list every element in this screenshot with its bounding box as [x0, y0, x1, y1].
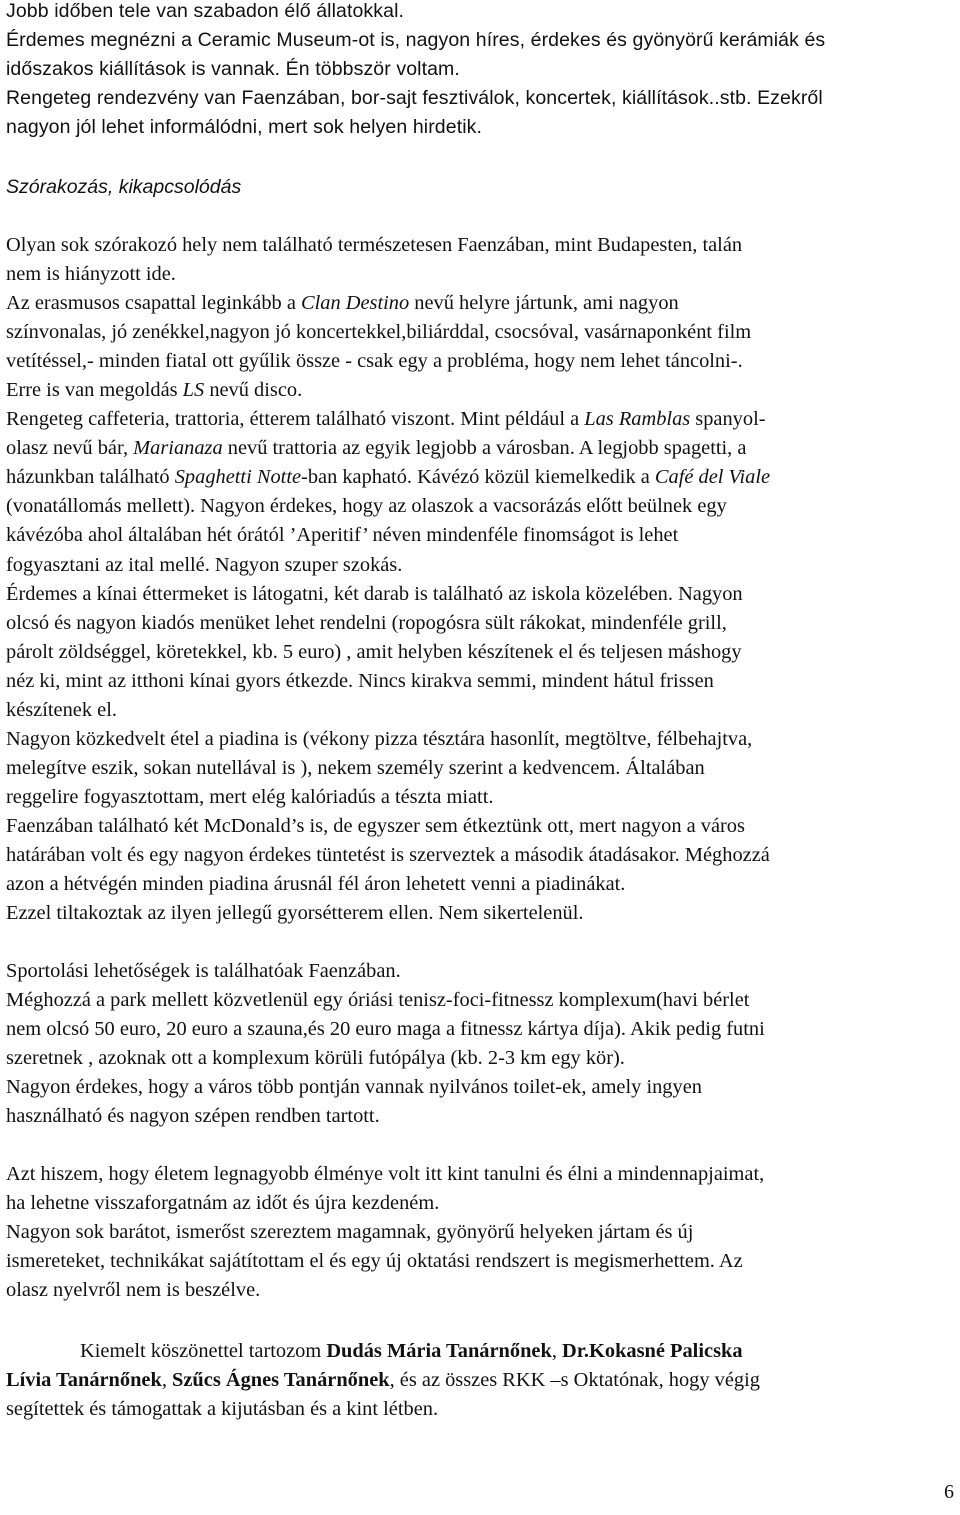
place-name: Spaghetti Notte [174, 466, 302, 489]
place-name: LS [182, 379, 205, 402]
text-line [6, 405, 956, 434]
text-line: Sportolási lehetőségek is találhatóak Faenzában. [6, 960, 401, 982]
text-line: azon a hétvégén minden piadina árusnál fél áron lehetett venni a piadinákat. [6, 873, 626, 896]
text-run: olasz nevű bár, [6, 437, 134, 460]
text-run: Rengeteg caffeteria, trattoria, étterem található viszont. Mint például a [6, 408, 585, 431]
text-line [6, 463, 956, 492]
text-line: vetítéssel,- minden fiatal ott gyűlik össze - csak egy a probléma, hogy nem lehet táncolni-. [6, 350, 743, 373]
text-run: -ban kapható. Kávézó közül kiemelkedik a [301, 466, 655, 489]
text-line: Érdemes a kínai éttermeket is látogatni, két darab is található az iskola közelében. Nagyon [6, 582, 743, 605]
teacher-name: Dr.Kokasné Palicska [562, 1340, 743, 1362]
place-name: Café del Viale [654, 466, 771, 489]
text-line: Azt hiszem, hogy életem legnagyobb élménye volt itt kint tanulni és élni a mindennapjaimat, [6, 1163, 765, 1185]
text-line: Faenzában található két McDonald’s is, de egyszer sem étkeztünk ott, mert nagyon a város [6, 814, 745, 837]
teacher-name: Szűcs Ágnes Tanárnőnek [172, 1369, 390, 1392]
place-name: Clan Destino [301, 292, 410, 315]
text-run: nevű disco. [204, 379, 303, 402]
text-line: olcsó és nagyon kiadós menüket lehet rendelni (ropogósra sült rákokat, mindenféle grill, [6, 611, 727, 634]
body-block-3 [6, 1160, 956, 1305]
text-line: Ezzel tiltakoztak az ilyen jellegű gyorsétterem ellen. Nem sikertelenül. [6, 902, 584, 925]
text-line: Nagyon sok barátot, ismerőst szereztem magamnak, gyönyörű helyeken jártam és új [6, 1221, 694, 1244]
text-line: olasz nyelvről nem is beszélve. [6, 1279, 261, 1302]
text-line: Nagyon közkedvelt étel a piadina is (vékony pizza tésztára hasonlít, megtöltve, félbehajtva, [6, 727, 753, 750]
text-line: reggelire fogyasztottam, mert elég kalóriadús a tészta miatt. [6, 785, 494, 808]
text-run: spanyol- [690, 408, 766, 431]
text-line: segítettek és támogattak a kijutásban és a kint létben. [6, 1398, 439, 1421]
text-line [6, 1337, 956, 1366]
body-block-1 [6, 231, 956, 928]
page-number: 6 [944, 1481, 954, 1503]
text-line: (vonatállomás mellett). Nagyon érdekes, hogy az olaszok a vacsorázás előtt beülnek egy [6, 495, 727, 518]
text-line: néz ki, mint az itthoni kínai gyors étkezde. Nincs kirakva semmi, mindent hátul frissen [6, 669, 714, 692]
text-line: ismereteket, technikákat sajátítottam el és egy új oktatási rendszert is megismerhettem. Az [6, 1250, 743, 1273]
text-line: nem olcsó 50 euro, 20 euro a szauna,és 20 euro maga a fitnessz kártya díja). Akik pedig futni [6, 1018, 765, 1041]
text-line: ha lehetne visszaforgatnám az időt és újra kezdeném. [6, 1192, 440, 1215]
text-line: Rengeteg rendezvény van Faenzában, bor-sajt fesztiválok, koncertek, kiállítások..stb. Ezekről [6, 87, 823, 109]
text-line [6, 376, 956, 405]
text-line: határában volt és egy nagyon érdekes tüntetést is szerveztek a második átadásakor. Méghozzá [6, 843, 770, 866]
teacher-name: Dudás Mária Tanárnőnek [326, 1340, 552, 1362]
text-line: készítenek el. [6, 698, 117, 721]
text-line: használható és nagyon szépen rendben tartott. [6, 1105, 380, 1128]
text-line: Jobb időben tele van szabadon élő állatokkal. [6, 0, 405, 22]
teacher-name: Lívia Tanárnőnek [6, 1369, 162, 1392]
text-run: Kiemelt köszönettel tartozom [80, 1340, 327, 1362]
text-line: nagyon jól lehet informálódni, mert sok helyen hirdetik. [6, 116, 483, 138]
text-run: házunkban található [6, 466, 175, 489]
text-line: Olyan sok szórakozó hely nem található természetesen Faenzában, mint Budapesten, talán [6, 234, 743, 256]
text-run: , [551, 1340, 563, 1362]
text-run: , [161, 1369, 173, 1392]
text-line [6, 434, 956, 463]
text-line: Érdemes megnézni a Ceramic Museum-ot is, nagyon híres, érdekes és gyönyörű kerámiák és [6, 29, 826, 51]
body-block-2 [6, 957, 956, 1131]
text-line: fogyasztani az ital mellé. Nagyon szuper szokás. [6, 553, 403, 576]
text-line: kávézóba ahol általában hét órától ’Aperitif’ néven mindenféle finomságot is lehet [6, 524, 679, 547]
text-line: színvonalas, jó zenékkel,nagyon jó koncertekkel,biliárddal, csocsóval, vasárnaponként film [6, 321, 752, 344]
text-line: szeretnek , azoknak ott a komplexum körüli futópálya (kb. 2-3 km egy kör). [6, 1047, 625, 1070]
text-line: nem is hiányzott ide. [6, 263, 176, 286]
text-line: Méghozzá a park mellett közvetlenül egy óriási tenisz-foci-fitnessz komplexum(havi bérlet [6, 989, 750, 1012]
text-line: időszakos kiállítások is vannak. Én többször voltam. [6, 58, 460, 80]
text-line [6, 289, 956, 318]
acknowledgement-block [6, 1337, 956, 1424]
text-run: nevű trattoria az egyik legjobb a városban. A legjobb spagetti, a [222, 437, 747, 460]
text-line [6, 1366, 956, 1395]
text-run: Erre is van megoldás [6, 379, 183, 402]
text-line: Nagyon érdekes, hogy a város több pontján vannak nyilvános toilet-ek, amely ingyen [6, 1076, 702, 1099]
text-run: , és az összes RKK –s Oktatónak, hogy végig [389, 1369, 760, 1392]
text-line: párolt zöldséggel, köretekkel, kb. 5 euro) , amit helyben készítenek el és teljesen máshogy [6, 640, 742, 663]
text-run: nevű helyre jártunk, ami nagyon [409, 292, 679, 315]
section-heading: Szórakozás, kikapcsolódás [6, 176, 242, 198]
text-run: Az erasmusos csapattal leginkább a [6, 292, 301, 315]
text-line: melegítve eszik, sokan nutellával is ), nekem személy szerint a kedvencem. Általában [6, 756, 705, 779]
place-name: Las Ramblas [584, 408, 691, 431]
intro-paragraph [6, 0, 825, 142]
place-name: Marianaza [133, 437, 223, 460]
